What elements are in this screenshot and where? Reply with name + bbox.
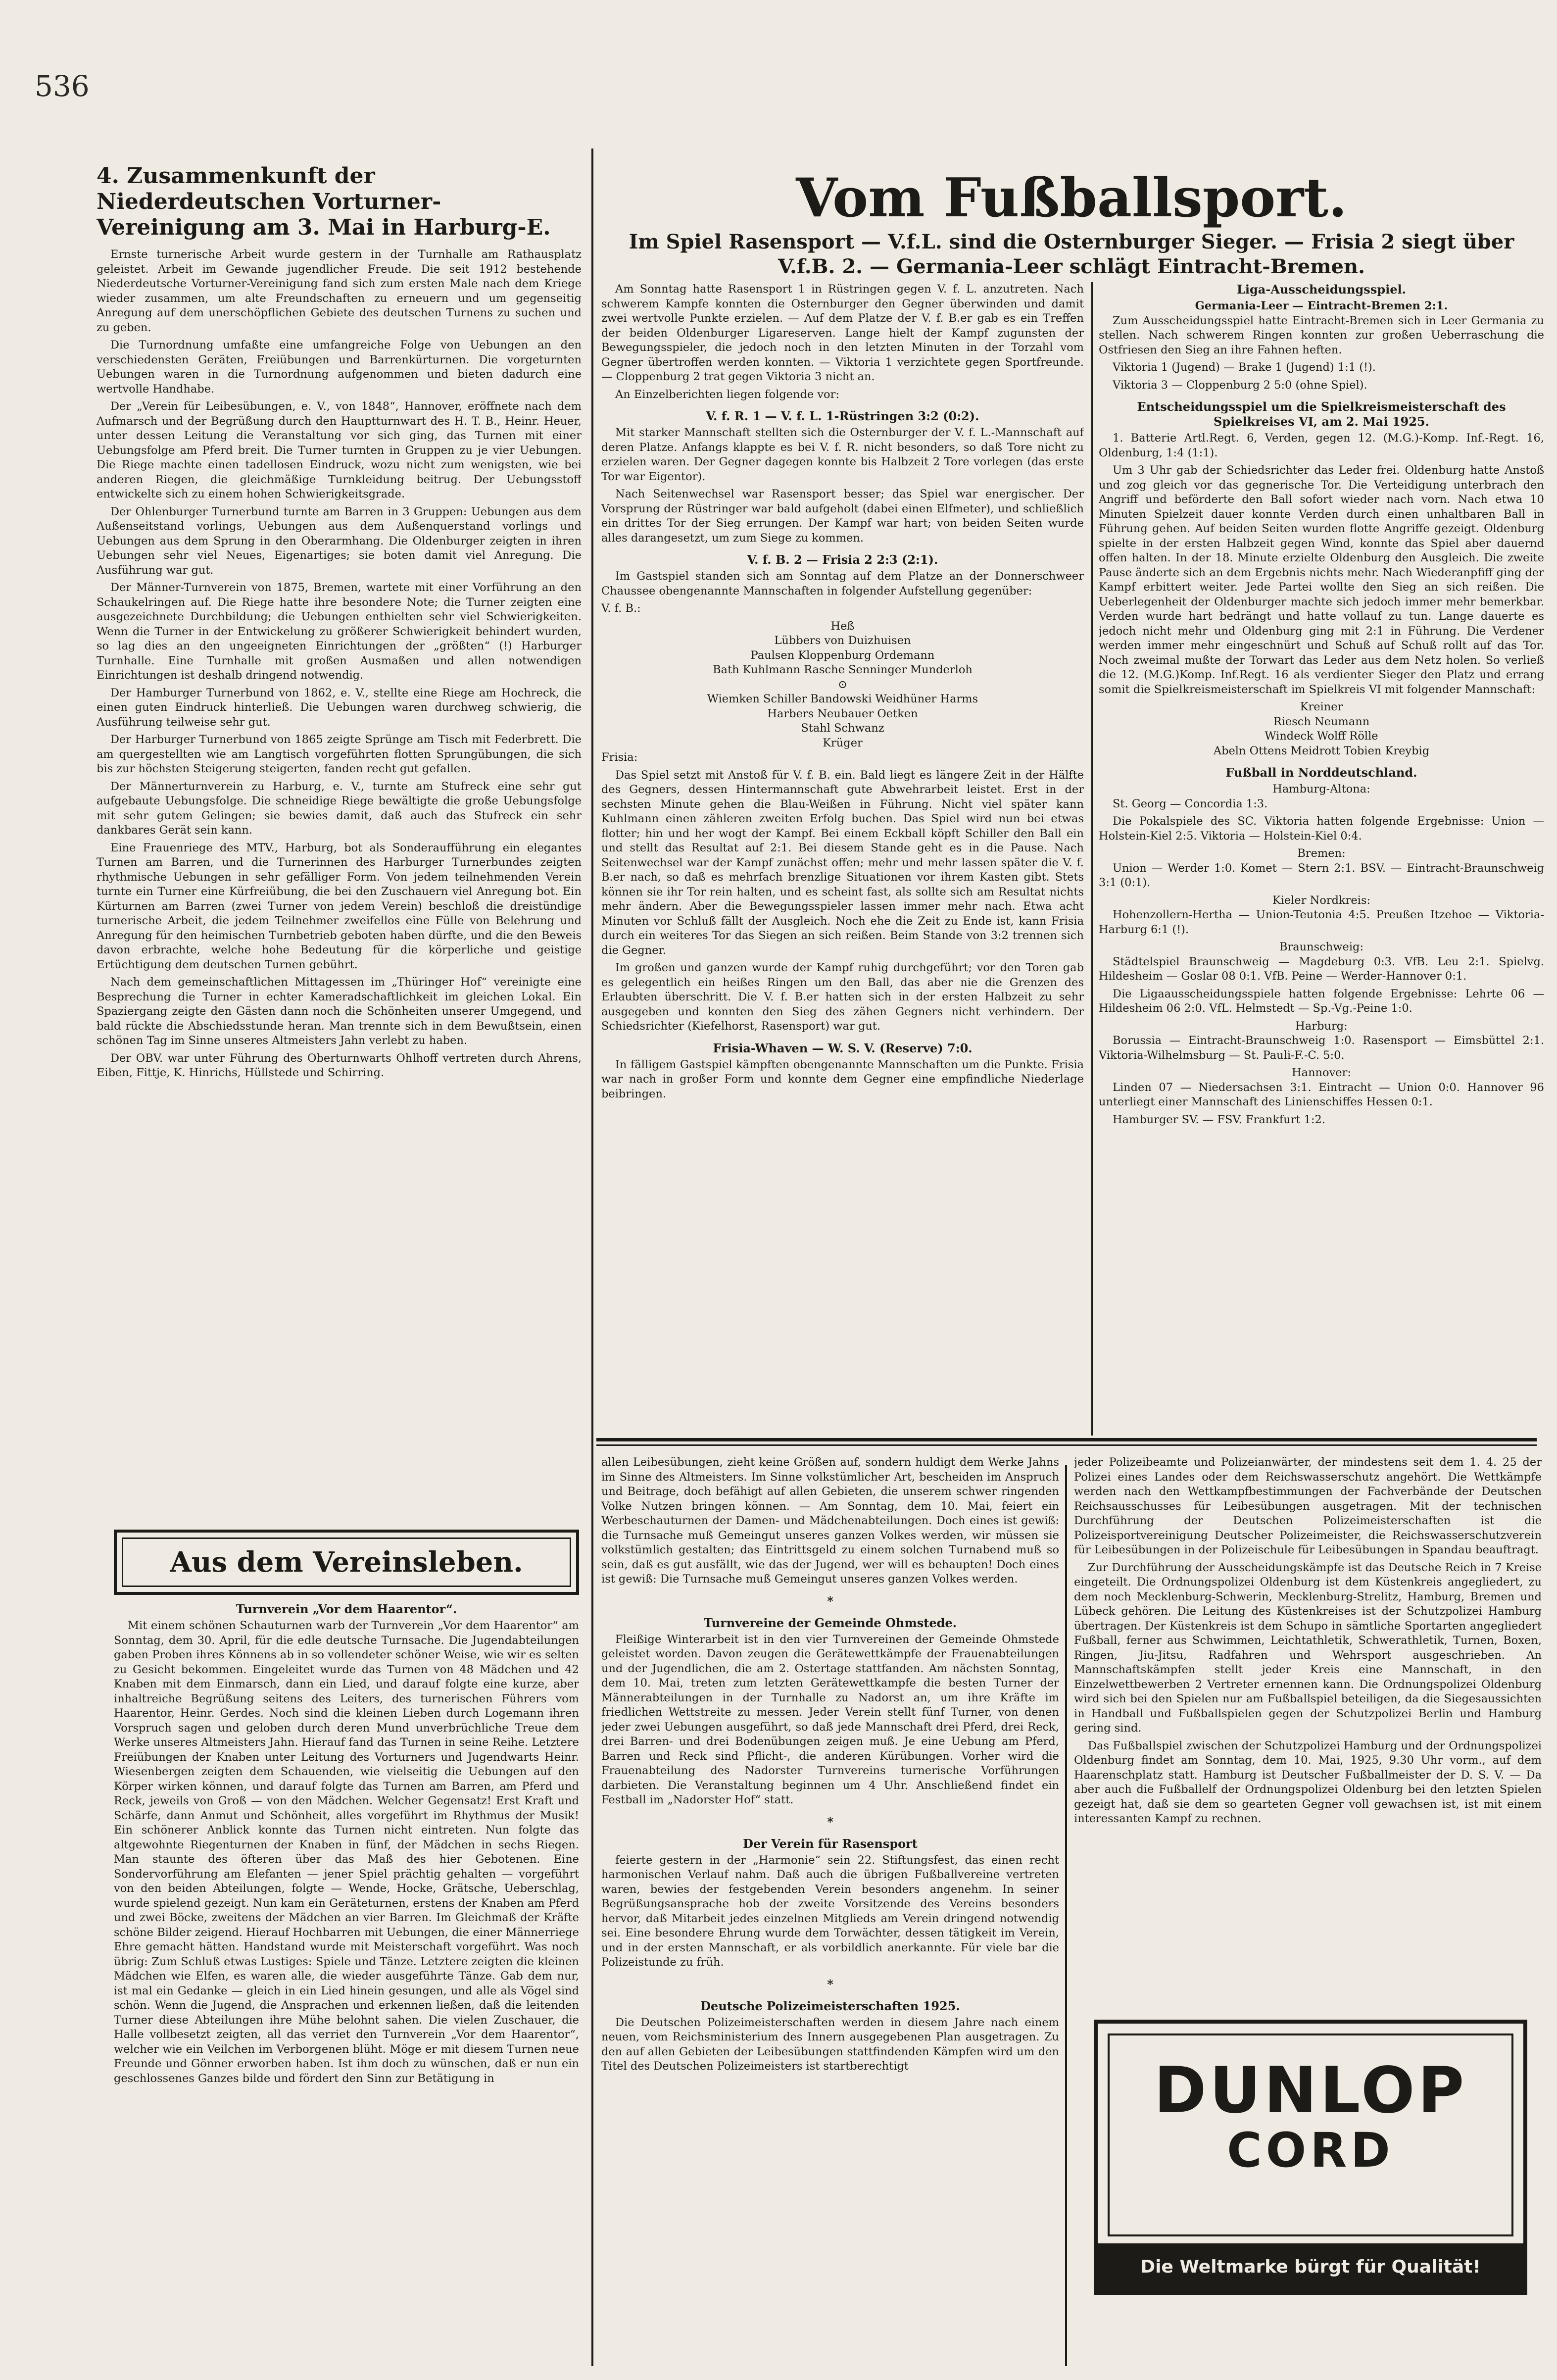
paragraph: Das Fußballspiel zwischen der Schutzpolizei Hamburg und der Ordnungspolizei Oldenburg findet am Sonntag, dem 10. Mai, 1925, 9.30 Uhr vorm., auf dem Haarenschplatz statt. Hamburg ist Deutscher Fußballmeister der D. S. V. — Da aber auch die Fußballelf der Ordnungspolizei Oldenburg bei den letzten Spielen gezeigt hat, daß sie dem so gearteten Gegner voll gewachsen ist, ist mit einem interessanten Kampf zu rechnen. xyxy=(1074,1739,1542,1825)
paragraph: Im großen und ganzen wurde der Kampf ruhig durchgeführt; vor den Toren gab es gelegentlich ein heißes Ringen um den Ball, das aber nie die Grenzen des Erlaubten überschritt. Die V. f. B.er hatten sich in der ersten Halbzeit zu sehr ausgegeben und konnten den Sieg des zähen Gegners nicht verhindern. Der Schiedsrichter (Kiefelhorst, Rasensport) war gut. xyxy=(601,961,1084,1033)
paragraph: Der Männer-Turnverein von 1875, Bremen, wartete mit einer Vorführung an den Schaukelringen auf. Die Riege hatte ihre besondere Note; die Turner zeigten eine ausgezeichnete Durchbildung; die Uebungen enthielten sehr viel Schwierigkeiten. Wenn die Turner in der Entwickelung zu größerer Schwierigkeit behindert wurden, so lag dies an den ungeeigneten Einrichtungen der „größten“ (!) Harburger Turnhalle. Eine Turnhalle mit großen Ausmaßen und allen notwendigen Einrichtungen ist deshalb dringend notwendig. xyxy=(97,581,582,682)
sport-subheading: Im Spiel Rasensport — V.f.L. sind die Osternburger Sieger. — Frisia 2 siegt über V.f.B. 2. — Germania-Leer schlägt Eintracht-Bremen. xyxy=(629,230,1514,278)
paragraph: 1. Batterie Artl.Regt. 6, Verden, gegen 12. (M.G.)-Komp. Inf.-Regt. 16, Oldenburg, 1:4 (1:1). xyxy=(1099,432,1544,459)
liga-subtitle: Germania-Leer — Eintracht-Bremen 2:1. xyxy=(1195,299,1448,312)
region-heading: Kieler Nordkreis: xyxy=(1272,893,1371,907)
lineup-line: Stahl Schwanz xyxy=(801,722,884,735)
match-title: V. f. R. 1 — V. f. L. 1-Rüstringen 3:2 (0:2). xyxy=(706,409,979,423)
region-heading: Hannover: xyxy=(1292,1066,1351,1079)
result-line: Borussia — Eintracht-Braunschweig 1:0. Rasensport — Eimsbüttel 2:1. Viktoria-Wilhelmsburg — St. Pauli-F.-C. 5:0. xyxy=(1099,1034,1544,1062)
nord-title: Fußball in Norddeutschland. xyxy=(1225,765,1417,780)
paragraph: Der Hamburger Turnerbund von 1862, e. V., stellte eine Riege am Hochreck, die einen guten Eindruck hinterließ. Die Uebungen waren durchweg schwierig, die Ausführung teilweise sehr gut. xyxy=(97,686,582,729)
left-article xyxy=(97,163,582,1505)
paragraph: Der Männerturnverein zu Harburg, e. V., turnte am Stufreck eine sehr gut aufgebaute Uebungsfolge. Die schneidige Riege bewältigte die große Uebungsfolge mit sehr gutem Gelingen; sie bewies damit, daß auch das Stufreck ein sehr dankbares Gerät sein kann. xyxy=(97,780,582,837)
paragraph: Viktoria 3 — Cloppenburg 2 5:0 (ohne Spiel). xyxy=(1113,378,1367,392)
paragraph: Ernste turnerische Arbeit wurde gestern in der Turnhalle am Rathausplatz geleistet. Arbeit im Gewande jugendlicher Freude. Die seit 1912 bestehende Niederdeutsche Vorturner-Vereinigung fand sich zum ersten Male nach dem Kriege wieder zusammen, um alte Freundschaften zu erneuern und um gegenseitig Anregung auf dem unerschöpflichen Gebiete des deutschen Turnens zu suchen und zu geben. xyxy=(97,248,582,334)
region-heading: Hamburg-Altona: xyxy=(1272,783,1370,795)
lineup-line: Wiemken Schiller Bandowski Weidhüner Harms xyxy=(707,693,978,705)
paragraph: An Einzelberichten liegen folgende vor: xyxy=(615,388,839,401)
rasensport-title: Der Verein für Rasensport xyxy=(743,1836,918,1851)
result-line: Linden 07 — Niedersachsen 3:1. Eintracht — Union 0:0. Hannover 96 unterliegt einer Mannschaft des Linienschiffes Hessen 0:1. xyxy=(1099,1081,1544,1108)
column-rule-left xyxy=(591,149,593,2366)
left-article-title: 4. Zusammenkunft der Niederdeutschen Vorturner-Vereinigung am 3. Mai in Harburg-E. xyxy=(97,163,551,240)
paragraph: Der Ohlenburger Turnerbund turnte am Barren in 3 Gruppen: Uebungen aus dem Außenseitstand vorlings, Uebungen aus dem Außenquerstand vorlings und Uebungen aus dem Sprung in den Oberarmhang. Die Oldenburger zeigten in ihren Uebungen sehr viel Neues, Eigenartiges; sie boten damit viel Anregung. Die Ausführung war gut. xyxy=(97,505,582,577)
paragraph: Mit einem schönen Schauturnen warb der Turnverein „Vor dem Haarentor“ am Sonntag, dem 30. April, für die edle deutsche Turnsache. Die Jugendabteilungen gaben Proben ihres Könnens ab in so vollendeter schöner Weise, wie wir es selten zu Gesicht bekommen. Eingeleitet wurde das Turnen von 48 Mädchen und 42 Knaben mit dem Einmarsch, dann ein Lied, und darauf folgte eine kurze, aber inhaltreiche Begrüßung seitens des Leiters, des turnerischen Führers vom Haarentor, Heinr. Gerdes. Noch sind die kleinen Lieben durch Logemann ihren Vorspruch sagen und geloben durch deren Mund unverbrüchliche Treue dem Werke unseres Altmeisters Jahn. Hierauf fand das Turnen in seine Reihe. Letztere Freiübungen der Knaben unter Leitung des Vorturners und Jugendwarts Heinr. Wiesenbergen zeigten dem Schauenden, wie vielseitig die Uebungen auf den Körper wirken können, und darauf folgte das Turnen am Barren, am Pferd und Reck, jeweils von Groß — von den Mädchen. Welcher Gegensatz! Erst Kraft und Schärfe, dann Anmut und Schönheit, alles vorgeführt im Rhythmus der Musik! Ein schönerer Anblick konnte das Turnen nicht eintreten. Nun folgte das altgewohnte Riegenturnen der Knaben in fünf, der Mädchen in sechs Riegen. Man staunte des öfteren über das Maß des hier Gebotenen. Eine Sondervorführung am Elefanten — jener Spiel prächtig gehalten — vorgeführt von den beiden Abteilungen, folgte — Wende, Hocke, Grätsche, Ueberschlag, wurde spielend gezeigt. Nun kam ein Geräteturnen, erstens der Knaben am Pferd und zwei Böcke, zweitens der Mädchen an vier Barren. Im Gleichmaß der Kräfte schöne Bilder zeigend. Hierauf Hochbarren mit Uebungen, die einer Männerriege Ehre gemacht hätten. Handstand wurde mit Meisterschaft vorgeführt. Was noch übrig: Zum Schluß etwas Lustiges: Spiele und Tänze. Letztere zeigten die kleinen Mädchen wie Elfen, es waren alle, die wieder ausgeführte Tänze. Gab dem nur, ist mal ein Gedanke — gleich in ein Lied hinein gesungen, und alle als Vögel sind schön. Wenn die Jugend, die Ansprachen und erkennen ließen, daß die leitenden Turner diese Abteilungen ihre Mühe belohnt sahen. Die vielen Zuschauer, die Halle vollbesetzt zeigten, all das verriet den Turnverein „Vor dem Haarentor“, welcher wie ein Veilchen im Verborgenen blüht. Möge er mit diesem Turnen neue Freunde und Gönner erworben haben. Ist ihm doch zu wünschen, daß er nun ein geschlossenes Ganzes bilde und fördert den Sinn zur Betätigung in xyxy=(114,1619,579,2085)
result-line: Städtelspiel Braunschweig — Magdeburg 0:3. VfB. Leu 2:1. Spielvg. Hildesheim — Goslar 08 0:1. VfB. Peine — Werder-Hannover 0:1. xyxy=(1099,955,1544,983)
vereinsleben-heading-box xyxy=(114,1530,579,1595)
paragraph: Die Turnordnung umfaßte eine umfangreiche Folge von Uebungen an den verschiedensten Geräten, Freiübungen und Barrenkürturnen. Die vorgeturnten Uebungen waren in die Turnordnung aufgenommen und bieten dadurch eine wertvolle Handhabe. xyxy=(97,339,582,396)
paragraph: Im Gastspiel standen sich am Sonntag auf dem Platze an der Donnerschweer Chaussee obengenannte Mannschaften in folgender Aufstellung gegenüber: xyxy=(601,570,1084,597)
match-title: Frisia-Whaven — W. S. V. (Reserve) 7:0. xyxy=(713,1041,973,1055)
paragraph: Zum Ausscheidungsspiel hatte Eintracht-Bremen sich in Leer Germania zu stellen. Nach schwerem Ringen konnten zur großen Ueberraschung die Ostfriesen den Sieg an ihre Fahnen heften. xyxy=(1099,314,1544,356)
paragraph: Das Spiel setzt mit Anstoß für V. f. B. ein. Bald liegt es längere Zeit in der Hälfte des Gegners, dessen Hintermannschaft gute Abwehrarbeit leistet. Erst in der sechsten Minute gehen die Blau-Weißen in Führung. Nicht viel später kann Kuhlmann einen zähleren zweiten Erfolg buchen. Das Spiel wird nun bei etwas flotter; hin und her wogt der Kampf. Bei einem Eckball köpft Schiller den Ball ein und stellt das Resultat auf 2:1. Bei diesem Stande geht es in die Pause. Nach Seitenwechsel war der Kampf zunächst offen; mehr und mehr lassen später die V. f. B.er nach, so daß es mehrfach brenzlige Situationen vor ihrem Kasten gibt. Stets können sie ihr Tor rein halten, und es scheint fast, als sollte sich am Resultat nichts mehr ändern. Aber die Bewegungsspieler lassen immer mehr nach. Etwa acht Minuten vor Schluß fällt der Ausgleich. Noch ehe die Zeit zu Ende ist, kann Frisia durch ein weiteres Tor das Siegen an sich reißen. Beim Stande von 3:2 trennen sich die Gegner. xyxy=(601,768,1084,957)
sport-title: Vom Fußballsport. xyxy=(796,168,1347,229)
ad-sub: CORD xyxy=(1227,2123,1394,2178)
paragraph: Der Harburger Turnerbund von 1865 zeigte Sprünge am Tisch mit Federbrett. Die am quergestellten wie am Langtisch vorgeführten flotten Sprungübungen, die sich bis zur höchsten Steigerung steigerten, fanden recht gut gefallen. xyxy=(97,733,582,775)
lineup-line: Bath Kuhlmann Rasche Senninger Munderloh xyxy=(713,663,973,676)
ad-inner-frame xyxy=(1108,2033,1513,2236)
paragraph: Viktoria 1 (Jugend) — Brake 1 (Jugend) 1:1 (!). xyxy=(1113,361,1376,374)
sport-bottom-rule-thin xyxy=(596,1444,1537,1446)
sport-right-column xyxy=(1099,282,1544,1436)
section-divider: * xyxy=(827,1977,833,1991)
paragraph: feierte gestern in der „Harmonie“ sein 22. Stiftungsfest, das einen recht harmonischen Verlauf nahm. Daß auch die übrigen Fußballvereine vertreten waren, bewies der festgebenden Verein besonders angenehm. In seiner Begrüßungsansprache hob der zweite Vorsitzende des Vereins besonders hervor, daß Mitarbeit jedes einzelnen Mitglieds am Verein dringend notwendig sei. Eine besondere Ehrung wurde dem Torwächter, dessen tätigkeit im Verein, und in der ersten Mannschaft, er als vorbildlich anerkannte. Für viele bar die Polizeistunde zu früh. xyxy=(601,1853,1059,1969)
paragraph: Der OBV. war unter Führung des Oberturnwarts Ohlhoff vertreten durch Ahrens, Eiben, Fittje, K. Hinrichs, Hüllstede und Schirring. xyxy=(97,1051,582,1079)
polizei-title: Deutsche Polizeimeisterschaften 1925. xyxy=(700,1998,960,2013)
lineup-line: Windeck Wolff Rölle xyxy=(1265,730,1378,743)
paragraph: Mit starker Mannschaft stellten sich die Osternburger der V. f. L.-Mannschaft auf deren Platze. Anfangs klappte es bei V. f. R. nicht besonders, so daß Tore nicht zu erzielen waren. Der Gegner dagegen konnte bis Halbzeit 2 Tore vorlegen (das erste Tor war Eigentor). xyxy=(601,426,1084,483)
result-line: Die Ligaausscheidungsspiele hatten folgende Ergebnisse: Lehrte 06 — Hildesheim 06 2:0. VfL. Helmstedt — Sp.-Vg.-Peine 1:0. xyxy=(1099,987,1544,1015)
entscheidung-title: Entscheidungsspiel um die Spielkreismeisterschaft des Spielkreises VI, am 2. Mai 1925. xyxy=(1137,399,1506,429)
lower-middle-column xyxy=(601,1455,1059,2366)
lineup-line: Lübbers von Duizhuisen xyxy=(774,634,911,647)
result-line: Union — Werder 1:0. Komet — Stern 2:1. BSV. — Eintracht-Braunschweig 3:1 (0:1). xyxy=(1099,861,1544,889)
lineup-line: Kreiner xyxy=(1300,700,1343,713)
paragraph: allen Leibesübungen, zieht keine Größen auf, sondern huldigt dem Werke Jahns im Sinne des Altmeisters. Im Sinne volkstümlicher Art, bescheiden im Anspruch und Beitrage, doch befähigt auf allen Gebieten, die unserem schwer ringenden Volke Nutzen bringen können. — Am Sonntag, dem 10. Mai, feiert ein Werbeschauturnen der Damen- und Mädchenabteilungen. Doch eines ist gewiß: die Turnsache muß Gemeingut unseres ganzen Volkes werden, wir müssen sie volkstümlich gestalten; das Eintrittsgeld zu einem solchen Turnabend muß so sein, daß es gut ausfällt, wie das der Jugend, wer will es behaupten! Doch eines ist gewiß: Die Turnsache muß Gemeingut unseres ganzen Volkes werden. xyxy=(601,1456,1059,1586)
sport-middle-column xyxy=(601,282,1084,1436)
page-number: 536 xyxy=(35,69,90,103)
lineup-line: Heß xyxy=(830,619,855,633)
vereinsleben-section xyxy=(114,1530,579,2366)
paragraph: Die Deutschen Polizeimeisterschaften werden in diesem Jahre nach einem neuen, vom Reichsministerium des Innern ausgegebenen Plan ausgetragen. Zu den auf allen Gebieten der Leibesübungen stattfindenden Kämpfen wird um den Titel des Deutschen Polizeimeisters ist startberechtigt xyxy=(601,2016,1059,2073)
vereinsleben-heading: Aus dem Vereinsleben. xyxy=(122,1537,571,1587)
lineup-line: Harbers Neubauer Oetken xyxy=(767,707,918,720)
paragraph: Der „Verein für Leibesübungen, e. V., von 1848“, Hannover, eröffnete nach dem Aufmarsch und der Begrüßung durch den Hauptturnwart des H. T. B., Heinr. Heuer, unter dessen Leitung die Veranstaltung vor sich ging, das Turnen mit einer Uebungsfolge am Pferd breit. Die Turner turnten in Gruppen zu je vier Uebungen. Die Riege machte einen tadellosen Eindruck, wozu nicht zum wenigsten, wie bei anderen Riegen, die gleichmäßige Turnkleidung beitrug. Der Uebungsstoff entwickelte sich zu einem hohen Schwierigkeitsgrade. xyxy=(97,400,582,500)
section-divider: * xyxy=(827,1814,833,1829)
paragraph: Fleißige Winterarbeit ist in den vier Turnvereinen der Gemeinde Ohmstede geleistet worden. Davon zeugen die Gerätewettkämpfe der Frauenabteilungen und der Jugendlichen, die am 2. Ostertage stattfanden. Am nächsten Sonntag, dem 10. Mai, treten zum letzten Gerätewettkampfe die besten Turner der Männerabteilungen in der Turnhalle zu Nadorst an, um ihre Kräfte im friedlichen Wettstreite zu messen. Jeder Verein stellt fünf Turner, von denen jeder zwei Uebungen ausgeführt, so daß jede Mannschaft drei Pferd, drei Reck, drei Barren- und drei Bodenübungen zeigen muß. Je eine Uebung am Pferd, Barren und Reck sind Pflicht-, die anderen Kürübungen. Vorher wird die Frauenabteilung des Nadorster Turnvereins turnerische Vorführungen darbieten. Die Veranstaltung beginnen um 4 Uhr. Anschließend findet ein Festball im „Nadorster Hof“ statt. xyxy=(601,1633,1059,1806)
ad-tagline: Die Weltmarke bürgt für Qualität! xyxy=(1098,2243,1523,2291)
ad-brand: DUNLOP xyxy=(1154,2054,1467,2128)
result-line: Die Pokalspiele des SC. Viktoria hatten folgende Ergebnisse: Union — Holstein-Kiel 2:5. Viktoria — Holstein-Kiel 0:4. xyxy=(1099,815,1544,843)
frisia-label: Frisia: xyxy=(601,751,638,764)
ball-icon: ⊙ xyxy=(838,678,847,691)
lower-right-column xyxy=(1074,1455,1542,1995)
paragraph: Eine Frauenriege des MTV., Harburg, bot als Sonderaufführung ein elegantes Turnen am Barren, und die Turnerinnen des Harburger Turnerbundes zeigten rhythmische Uebungen in sehr gefälliger Form. Von jedem teilnehmenden Verein turnte ein Turner eine Kürfreiübung, die bei den Zuschauern viel Anregung bot. Ein Kürturnen am Barren (zwei Turner von jedem Verein) beschloß die dreistündige turnerische Arbeit, die jedem Teilnehmer zweifellos eine Fülle von Belehrung und Anregung für den heimischen Turnbetrieb geboten haben dürfte, und die den Beweis davon erbrachte, welche hohe Bedeutung für die körperliche und geistige Ertüchtigung dem deutschen Turnen gebührt. xyxy=(97,841,582,971)
dunlop-advertisement xyxy=(1094,2020,1527,2295)
sport-bottom-rule xyxy=(596,1438,1537,1441)
result-line: Hohenzollern-Hertha — Union-Teutonia 4:5. Preußen Itzehoe — Viktoria-Harburg 6:1 (!). xyxy=(1099,908,1544,936)
column-rule-lower-right xyxy=(1065,1465,1067,2366)
paragraph: jeder Polizeibeamte und Polizeianwärter, der mindestens seit dem 1. 4. 25 der Polizei eines Landes oder dem Reichswasserschutz angehört. Die Wettkämpfe werden nach den Wettkampfbestimmungen der Fachverbände der Deutschen Reichsausschusses für Leibesübungen ausgetragen. Mit der technischen Durchführung der Deutschen Polizeimeisterschaften ist die Polizeisportvereinigung Deutscher Polizeimeister, die Reichswasserschutzverein für Leibesübungen in der Polizeischule für Leibesübungen in Spandau beauftragt. xyxy=(1074,1456,1542,1556)
paragraph: In fälligem Gastspiel kämpften obengenannte Mannschaften um die Punkte. Frisia war nach in großer Form und konnte dem Gegner eine empfindliche Niederlage beibringen. xyxy=(601,1058,1084,1100)
match-title: V. f. B. 2 — Frisia 2 2:3 (2:1). xyxy=(747,552,938,567)
sport-header xyxy=(601,168,1542,282)
region-heading: Harburg: xyxy=(1295,1019,1348,1033)
result-line: St. Georg — Concordia 1:3. xyxy=(1113,797,1268,810)
paragraph: Nach Seitenwechsel war Rasensport besser; das Spiel war energischer. Der Vorsprung der Rüstringer war bald aufgeholt (dabei einen Elfmeter), und schließlich ein drittes Tor der Sieg errungen. Der Kampf war hart; von beiden Seiten wurde alles darangesetzt, um zum Siege zu kommen. xyxy=(601,488,1084,545)
paragraph: V. f. B.: xyxy=(601,602,641,615)
column-rule-sport-right xyxy=(1091,282,1093,1436)
region-heading: Bremen: xyxy=(1297,847,1346,860)
result-line: Hamburger SV. — FSV. Frankfurt 1:2. xyxy=(1113,1113,1326,1126)
paragraph: Zur Durchführung der Ausscheidungskämpfe ist das Deutsche Reich in 7 Kreise eingeteilt. Die Ordnungspolizei Oldenburg ist dem Küstenkreis angegliedert, zu dem noch Mecklenburg-Schwerin, Mecklenburg-Strelitz, Hamburg, Bremen und Lübeck gehören. Die Leitung des Küstenkreises ist der Schutzpolizei Hamburg übertragen. Der Küstenkreis ist dem Schupo in sämtliche Sportarten angegliedert Fußball, ferner aus Schwimmen, Leichtathletik, Schwerathletik, Turnen, Boxen, Ringen, Jiu-Jitsu, Radfahren und Wehrsport ausgeschrieben. An Mannschaftskämpfen stellt jeder Kreis eine Mannschaft, in den Einzelwettbewerben 2 Vertreter ernennen kann. Die Ordnungspolizei Oldenburg wird sich bei den Spielen nur am Fußballspiel beteiligen, da die Siegesaussichten in Handball und Fußballspielen gegen der Schutzpolizei Berlin und Hamburg gering sind. xyxy=(1074,1561,1542,1735)
paragraph: Um 3 Uhr gab der Schiedsrichter das Leder frei. Oldenburg hatte Anstoß und zog gleich vor das gegnerische Tor. Die Verteidigung unterbrach den Angriff und beförderte den Ball sofort wieder nach vorn. Nach etwa 10 Minuten Spielzeit dauer konnte Verden durch einen unhaltbaren Ball in Führung gehen. Auf beiden Seiten wurden flotte Angriffe gezeigt. Oldenburg spielte in der ersten Halbzeit gegen Wind, konnte das Spiel aber dauernd offen halten. In der 18. Minute erzielte Oldenburg den Ausgleich. Die zweite Pause änderte sich an dem Ergebnis nichts mehr. Nach Wiederanpfiff ging der Kampf erbittert weiter. Jede Partei wollte den Sieg an sich reißen. Die Ueberlegenheit der Oldenburger machte sich jedoch immer mehr bemerkbar. Verden wurde hart bedrängt und hatte vollauf zu tun. Lange dauerte es jedoch nicht mehr und Oldenburg ging mit 2:1 in Führung. Die Verdener werden immer mehr eingeschnürt und Schuß auf Schuß rollt auf das Tor. Noch zweimal mußte der Torwart das Leder aus dem Netz holen. So verließ die 12. (M.G.)Komp. Inf.Regt. 16 als verdienter Sieger den Platz und errang somit die Spielkreismeisterschaft im Spielkreis VI mit folgender Mannschaft: xyxy=(1099,464,1544,696)
lineup-line: Abeln Ottens Meidrott Tobien Kreybig xyxy=(1213,744,1430,757)
lineup-line: Krüger xyxy=(823,736,863,749)
lineup-line: Riesch Neumann xyxy=(1273,715,1370,728)
liga-title: Liga-Ausscheidungsspiel. xyxy=(1237,282,1406,297)
paragraph: Nach dem gemeinschaftlichen Mittagessen im „Thüringer Hof“ vereinigte eine Besprechung die Turner in echter Kameradschaftlichkeit im gleichen Lokal. Ein Spaziergang zeigte den Gästen dann noch die Schönheiten unserer Umgegend, und bald rückte die Abschiedsstunde heran. Man trennte sich in dem Bewußtsein, einen schönen Tag im Sinne unseres Altmeisters Jahn verlebt zu haben. xyxy=(97,976,582,1047)
ohmstede-title: Turnvereine der Gemeinde Ohmstede. xyxy=(704,1615,957,1630)
paragraph: Am Sonntag hatte Rasensport 1 in Rüstringen gegen V. f. L. anzutreten. Nach schwerem Kampfe konnten die Osternburger den Gegner überwinden und damit zwei wertvolle Punkte erzielen. — Auf dem Platze der V. f. B.er gab es ein Treffen der beiden Oldenburger Ligareserven. Lange hielt der Kampf zugunsten der Bewegungsspieler, die jedoch noch in den letzten Minuten in der Torzahl vom Gegner übertroffen werden konnten. — Viktoria 1 verzichtete gegen Sportfreunde. — Cloppenburg 2 trat gegen Viktoria 3 nicht an. xyxy=(601,283,1084,383)
section-title: Turnverein „Vor dem Haarentor“. xyxy=(236,1602,457,1616)
region-heading: Braunschweig: xyxy=(1279,941,1364,953)
section-divider: * xyxy=(827,1593,833,1608)
lineup-line: Paulsen Kloppenburg Ordemann xyxy=(750,648,935,662)
